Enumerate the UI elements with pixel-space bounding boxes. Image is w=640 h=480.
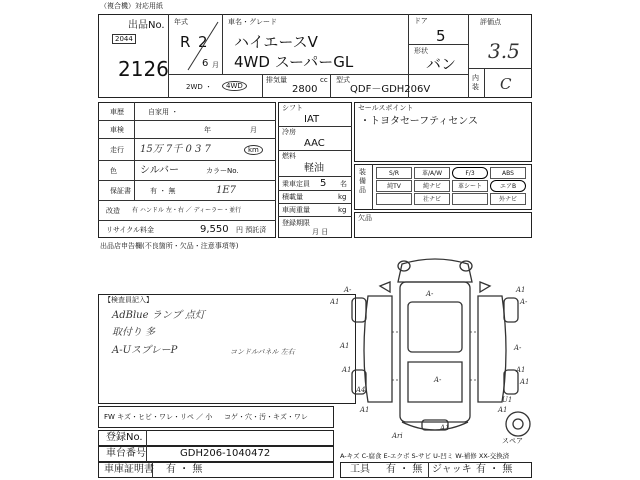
color-code-label: カラーNo. (206, 167, 239, 175)
drive-options: 2WD ・ (186, 83, 212, 91)
equipment-item: 革/A/W (414, 167, 450, 179)
ac-label: 冷房 (282, 128, 296, 136)
missing-label: 欠品 (358, 214, 372, 222)
lot-number: 2126 (118, 57, 169, 81)
damage-legend: A-キズ C-腐食 E-エクボ S-サビ U-凹ミ W-補修 XX-交換済 (340, 452, 510, 460)
body-type-label: 形状 (414, 47, 428, 55)
equipment-item: F/3 (452, 167, 488, 179)
warranty-options: 有 ・ 無 (150, 187, 176, 195)
weight-unit: kg (338, 206, 347, 214)
damage-mark: U1 (502, 396, 513, 404)
doors-value: 5 (436, 27, 446, 45)
conversion-text: 有 ハンドル 左・右 ／ ディーラー・並行 (132, 207, 242, 214)
equipment-item: 外ナビ (490, 193, 526, 205)
interior-value: C (500, 75, 512, 93)
mileage-unit: km (244, 145, 263, 155)
type-code-value: QDF－GDH206V (350, 84, 431, 95)
damage-mark: A1 (340, 342, 350, 350)
registration-label: 登録No. (106, 432, 143, 443)
damage-mark: A1 (342, 366, 352, 374)
fw-row-text: FW キズ・ヒビ・ワレ・リペ ／ 小 (104, 413, 213, 421)
equipment-item (452, 193, 488, 205)
fw-row-text2: コゲ・穴・汚・キズ・ワレ (224, 413, 308, 421)
history-sub: 自家用 ・ (148, 108, 179, 116)
jack-options: 有 ・ 無 (476, 464, 513, 475)
body-type-value: バン (426, 55, 457, 73)
capacity-label: 乗車定員 (282, 180, 310, 188)
equipment-item: エアB (490, 180, 526, 192)
year-era: R (180, 33, 191, 51)
displacement-label: 排気量 (266, 76, 287, 84)
damage-mark: A1 (330, 298, 340, 306)
shift-value: IAT (304, 114, 320, 125)
damage-mark: A1 (516, 286, 526, 294)
recycle-value: 9,550 (200, 224, 229, 235)
history-label: 車歴 (110, 108, 124, 116)
notes-label: 出品店申告欄(不良箇所・欠品・注意事項等) (100, 242, 239, 250)
reg-deadline-label: 登録期限 (282, 219, 310, 227)
year-value: 2 (198, 33, 208, 51)
displacement-unit: cc (320, 76, 328, 84)
cert-label: 車庫証明書 (104, 464, 154, 475)
inspector-line-2: 取付り 多 (112, 327, 156, 338)
car-damage-diagram (330, 252, 540, 452)
mileage-label: 走行 (110, 146, 124, 154)
chassis-value: GDH206-1040472 (180, 448, 271, 459)
fuel-label: 燃料 (282, 152, 296, 160)
damage-mark: A- (344, 286, 352, 294)
sales-point-label: セールスポイント (358, 104, 414, 112)
damage-mark: A1 (360, 406, 370, 414)
load-unit: kg (338, 193, 347, 201)
form-title: （複合機）対応用紙 (100, 2, 163, 10)
year-month-unit: 月 (212, 61, 219, 69)
color-code: 1E7 (216, 185, 237, 196)
damage-mark: A- (520, 298, 528, 306)
equipment-item: 社ナビ (414, 193, 450, 205)
model-grade: 4WD スーパーGL (234, 53, 354, 71)
equipment-item (376, 193, 412, 205)
interior-label: 内装 (472, 74, 479, 91)
info-table (98, 102, 276, 238)
doors-label: ドア (414, 17, 428, 25)
conversion-label: 改造 (106, 207, 120, 215)
damage-mark: A1 (520, 378, 530, 386)
capacity-value: 5 (320, 178, 327, 189)
mileage-value: 15万 7千 0 3 7 (140, 144, 211, 155)
shaken-year: 年 (204, 126, 211, 134)
recycle-label: リサイクル料金 (106, 226, 155, 234)
lot-label: 出品No. (128, 20, 165, 31)
damage-mark: A1 (516, 366, 526, 374)
warranty-label: 保証書 (110, 187, 131, 195)
lot-stamp: 2044 (112, 34, 136, 44)
equipment-item: 純TV (376, 180, 412, 192)
damage-mark: A- (434, 376, 442, 384)
jack-label: ジャッキ (432, 464, 472, 475)
spare-label: スペア (502, 437, 523, 445)
drive-selected: 4WD (222, 81, 247, 91)
color-value: シルバー (140, 165, 180, 176)
damage-mark: Ari (392, 432, 403, 440)
shaken-label: 車検 (110, 126, 124, 134)
displacement-value: 2800 (292, 84, 318, 95)
shift-label: シフト (282, 104, 303, 112)
damage-mark: A4 (356, 386, 366, 394)
inspector-line-1: AdBlue ランプ 点灯 (112, 310, 205, 321)
score-label: 評価点 (480, 18, 501, 26)
equipment-item: 革シート (452, 180, 488, 192)
inspector-line-3: A-UスプレーP (112, 345, 178, 356)
inspector-label: 【検査員記入】 (104, 296, 153, 304)
type-code-label: 型式 (336, 76, 350, 84)
color-label: 色 (110, 167, 117, 175)
tools-options: 有 ・ 無 (386, 464, 423, 475)
score-value: 3.5 (488, 39, 520, 63)
equipment-item: ABS (490, 167, 526, 179)
recycle-unit: 円 預託済 (236, 226, 267, 234)
load-label: 積載量 (282, 193, 303, 201)
equipment-item: S/R (376, 167, 412, 179)
damage-mark: A- (426, 290, 434, 298)
year-label: 年式 (174, 18, 188, 26)
damage-mark: A- (514, 344, 522, 352)
year-month: 6 (202, 58, 209, 69)
chassis-label: 車台番号 (106, 448, 146, 459)
weight-label: 車両重量 (282, 206, 310, 214)
damage-mark: A1 (440, 424, 450, 432)
model-label: 車名・グレード (228, 18, 277, 26)
reg-deadline-value: 月 日 (312, 228, 329, 236)
inspector-side-note: コンドルパネル 左右 (230, 348, 295, 356)
model-name: ハイエースV (234, 33, 318, 51)
tools-label: 工具 (350, 464, 370, 475)
equipment-item: 純ナビ (414, 180, 450, 192)
damage-mark: A1 (498, 406, 508, 414)
cert-options: 有 ・ 無 (166, 464, 203, 475)
shaken-month: 月 (250, 126, 257, 134)
equipment-label: 装備品 (359, 168, 366, 194)
fuel-value: 軽油 (304, 163, 324, 174)
capacity-unit: 名 (340, 180, 347, 188)
sales-point-value: ・トヨタセーフティセンス (360, 116, 478, 127)
ac-value: AAC (304, 138, 325, 149)
missing-box (354, 212, 532, 238)
